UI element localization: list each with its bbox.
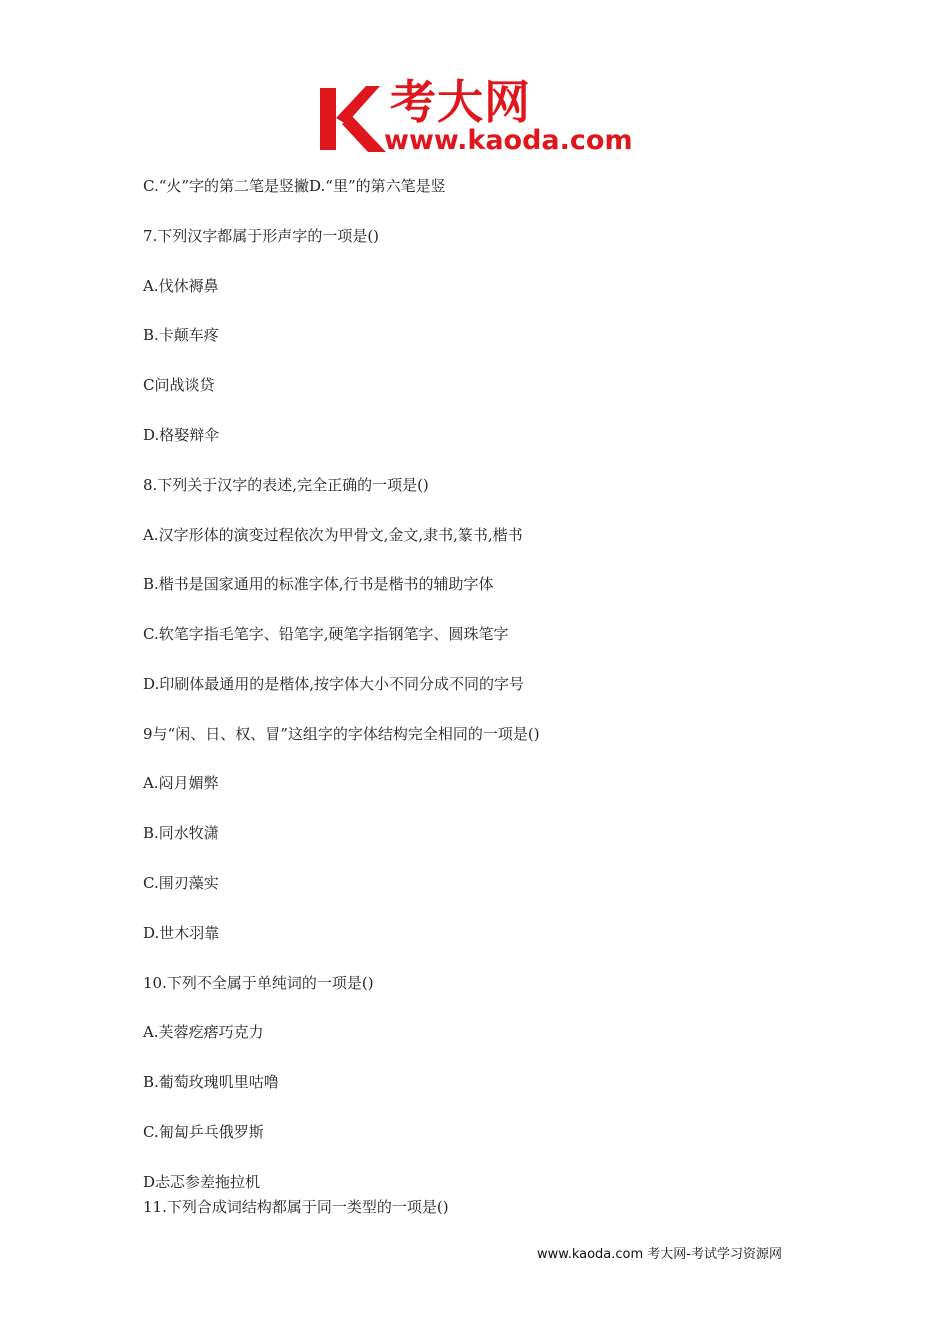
question-8: 8.下列关于汉字的表述,完全正确的一项是() bbox=[143, 476, 429, 494]
k-logo-icon bbox=[318, 80, 388, 154]
question-10-option-d: D忐忑参差拖拉机 bbox=[143, 1173, 261, 1191]
question-9: 9与“闲、日、权、冒”这组字的字体结构完全相同的一项是() bbox=[143, 725, 540, 743]
question-8-option-a: A.汉字形体的演变过程依次为甲骨文,金文,隶书,篆书,楷书 bbox=[143, 526, 523, 544]
question-10-option-c: C.匍匐乒乓俄罗斯 bbox=[143, 1123, 264, 1141]
question-10: 10.下列不全属于单纯词的一项是() bbox=[143, 974, 374, 992]
question-7-option-c: C问战谈贷 bbox=[143, 376, 215, 394]
question-9-option-b: B.同水牧潇 bbox=[143, 824, 219, 842]
question-9-option-a: A.闷月媚弊 bbox=[143, 774, 219, 792]
question-7-option-d: D.格娶辩伞 bbox=[143, 426, 220, 444]
question-8-option-c: C.软笔字指毛笔字、铅笔字,硬笔字指钢笔字、圆珠笔字 bbox=[143, 625, 509, 643]
question-10-option-b: B.葡萄玫瑰叽里咕噜 bbox=[143, 1073, 279, 1091]
question-9-option-c: C.围刃藻实 bbox=[143, 874, 219, 892]
question-11: 11.下列合成词结构都属于同一类型的一项是() bbox=[143, 1198, 449, 1216]
footer-text: www.kaoda.com 考大网-考试学习资源网 bbox=[537, 1247, 782, 1262]
logo-url-text: www.kaoda.com bbox=[384, 125, 633, 156]
question-7-option-a: A.伐休褥鼻 bbox=[143, 277, 219, 295]
logo-brand-text: 考大网 bbox=[390, 75, 531, 129]
question-9-option-d: D.世木羽靠 bbox=[143, 924, 220, 942]
kaoda-logo bbox=[318, 75, 648, 160]
question-10-option-a: A.芙蓉疙瘩巧克力 bbox=[143, 1023, 264, 1041]
question-7: 7.下列汉字都属于形声字的一项是() bbox=[143, 227, 380, 245]
question-6-options-cd: C.“火”字的第二笔是竖撇D.“里”的第六笔是竖 bbox=[143, 177, 446, 195]
question-7-option-b: B.卡颠车疼 bbox=[143, 326, 219, 344]
question-8-option-d: D.印刷体最通用的是楷体,按字体大小不同分成不同的字号 bbox=[143, 675, 525, 693]
question-8-option-b: B.楷书是国家通用的标准字体,行书是楷书的辅助字体 bbox=[143, 575, 494, 593]
